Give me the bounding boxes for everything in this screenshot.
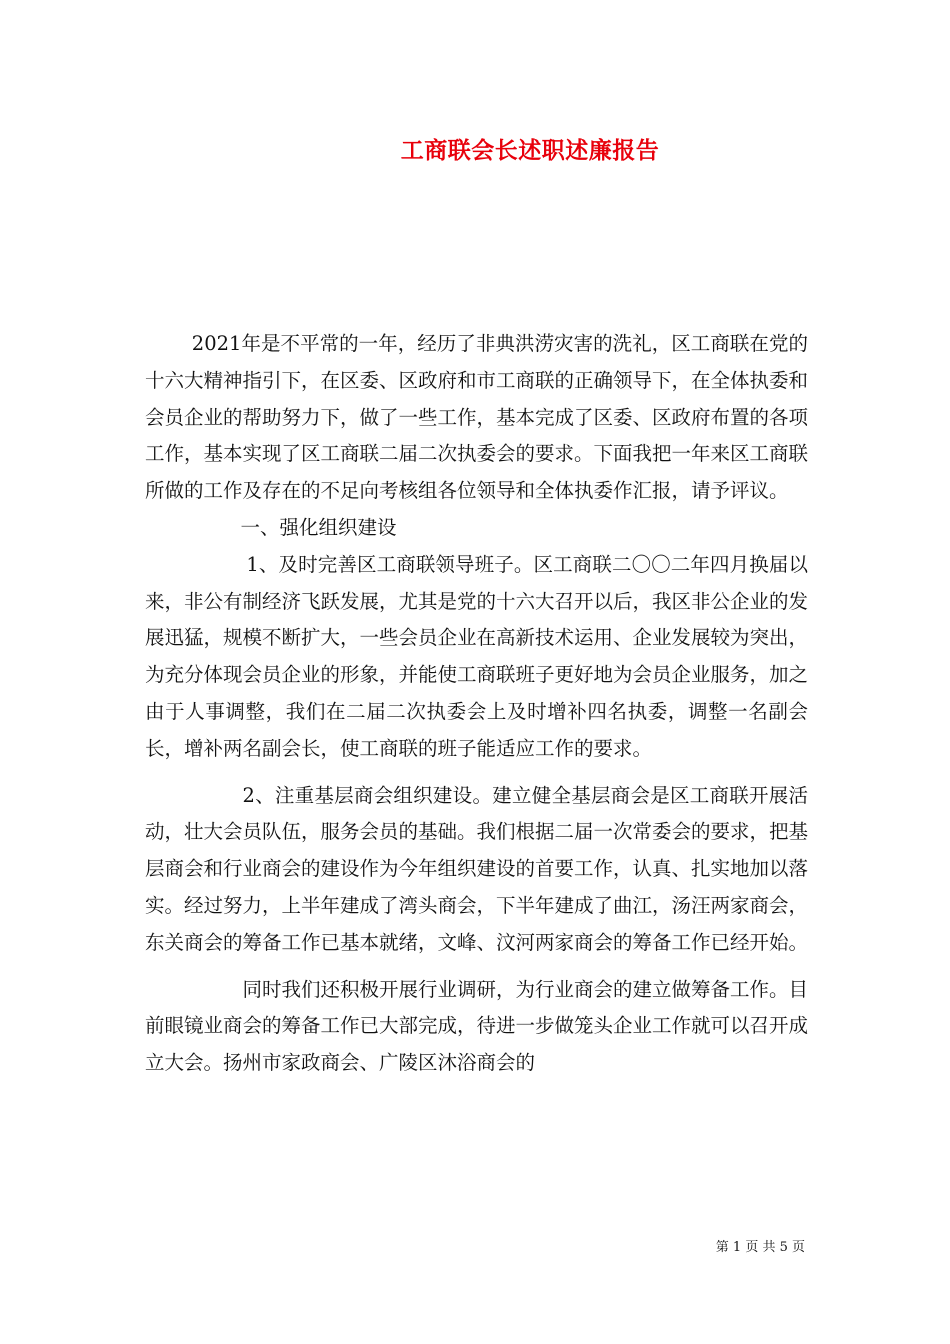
paragraph-leadership: 1、及时完善区工商联领导班子。区工商联二〇〇二年四月换届以来，非公有制经济飞跃发展，尤其是党的十六大召开以后，我区非公企业的发展迅猛，规模不断扩大，一些会员企业在高新技术运用、企业发展较为突出，为充分体现会员企业的形象，并能使工商联班子更好地为会员企业服务，加之由于人事调整，我们在二届二次执委会上及时增补四名执委，调整一名副会长，增补两名副会长，使工商联的班子能适应工作的要求。: [145, 552, 809, 760]
document-body: [145, 326, 808, 1082]
paragraph-industry-research: 同时我们还积极开展行业调研，为行业商会的建立做筹备工作。目前眼镜业商会的筹备工作已大部完成，待进一步做笼头企业工作就可以召开成立大会。扬州市家政商会、广陵区沐浴商会的: [145, 977, 809, 1075]
paragraph-intro: 2021年是不平常的一年，经历了非典洪涝灾害的洗礼，区工商联在党的十六大精神指引下，在区委、区政府和市工商联的正确领导下，在全体执委和会员企业的帮助努力下，做了一些工作，基本完成了区委、区政府布置的各项工作，基本实现了区工商联二届二次执委会的要求。下面我把一年来区工商联所做的工作及存在的不足向考核组各位领导和全体执委作汇报，请予评议。: [145, 332, 809, 503]
document-title: 工商联会长述职述廉报告: [400, 137, 660, 164]
page-number-footer: 第 1 页 共 5 页: [715, 1240, 805, 1255]
paragraph-grassroots-chambers: 2、注重基层商会组织建设。建立健全基层商会是区工商联开展活动，壮大会员队伍，服务会员的基础。我们根据二届一次常委会的要求，把基层商会和行业商会的建设作为今年组织建设的首要工作，认真、扎实地加以落实。经过努力，上半年建成了湾头商会，下半年建成了曲江，汤汪两家商会，东关商会的筹备工作已基本就绪，文峰、汶河两家商会的筹备工作已经开始。: [145, 783, 809, 954]
section-heading-organization: 一、强化组织建设: [240, 515, 397, 539]
